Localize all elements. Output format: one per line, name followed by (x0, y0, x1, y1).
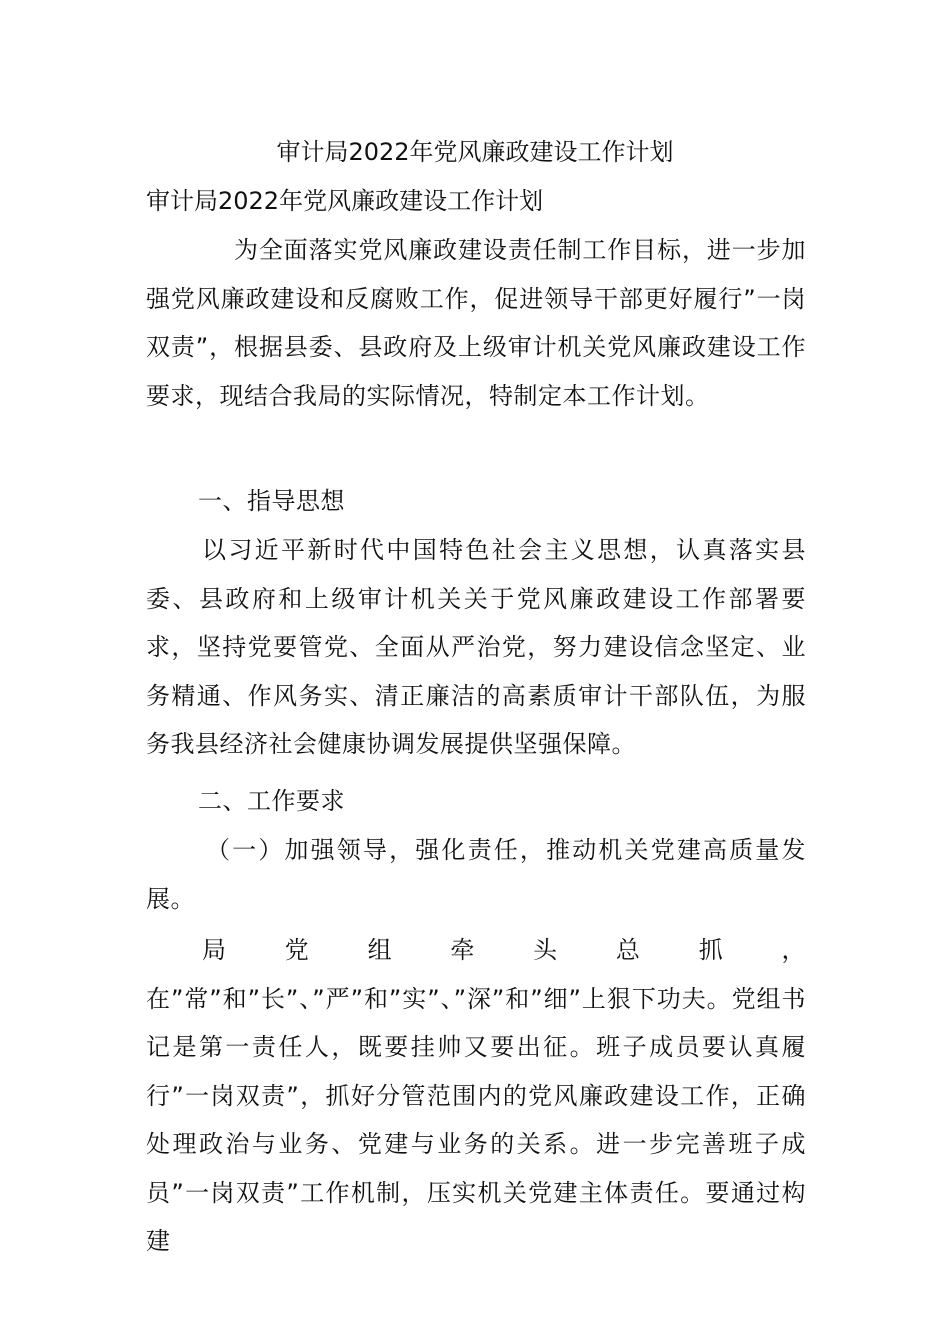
guiding-paragraph: 以习近平新时代中国特色社会主义思想，认真落实县委、县政府和上级审计机关关于党风廉政建设工作部署要求，坚持党要管党、全面从严治党，努力建设信念坚定、业务精通、作风务实、清正廉洁的高素质审计干部队伍，为服务我县经济社会健康协调发展提供坚强保障。 (146, 536, 806, 758)
section-heading-requirements: 二、工作要求 (198, 787, 345, 815)
body-paragraph-1: 局党组牵头总抓，在”常”和”长”、”严”和”实”、”深”和”细”上狠下功夫。党组书记是第一责任人，既要挂帅又要出征。班子成员要认真履行”一岗双责”，抓好分管范围内的党风廉政建设工作，正确处理政治与业务、党建与业务的关系。进一步完善班子成员”一岗双责”工作机制，压实机关党建主体责任。要通过构建 (146, 936, 806, 1255)
intro-paragraph: 为全面落实党风廉政建设责任制工作目标，进一步加强党风廉政建设和反腐败工作，促进领导干部更好履行”一岗双责”，根据县委、县政府及上级审计机关党风廉政建设工作要求，现结合我局的实际情况，特制定本工作计划。 (146, 236, 806, 410)
subsection-heading-1: （一）加强领导，强化责任，推动机关党建高质量发展。 (146, 836, 806, 913)
section-heading-guiding: 一、指导思想 (198, 487, 345, 515)
document-title: 审计局2022年党风廉政建设工作计划 (276, 138, 674, 166)
document-subtitle: 审计局2022年党风廉政建设工作计划 (146, 187, 544, 215)
